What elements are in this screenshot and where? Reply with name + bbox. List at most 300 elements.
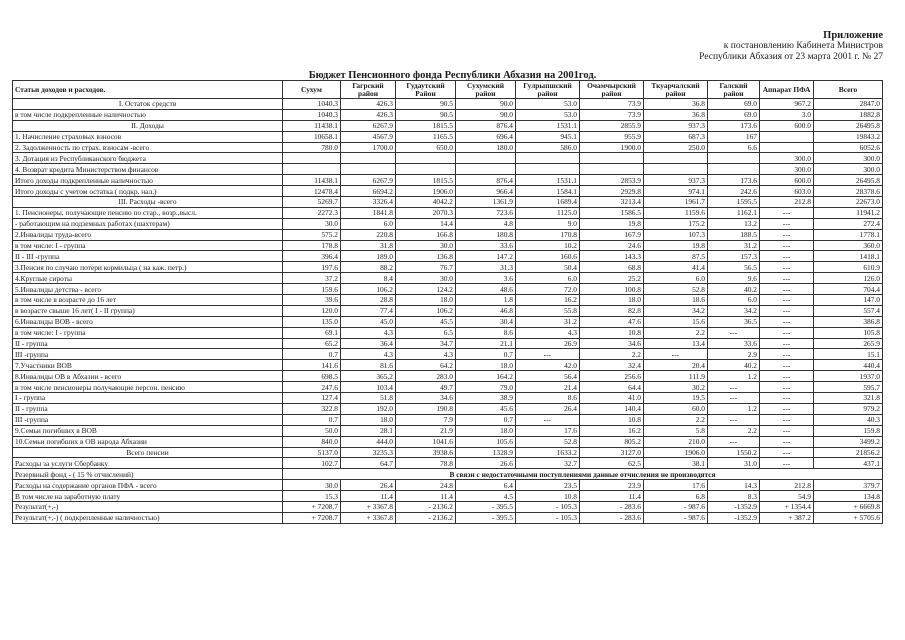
table-cell: 37.2 [283,273,341,284]
table-cell [708,164,760,175]
table-cell: 90.5 [396,109,456,120]
table-cell: 300.0 [760,153,814,164]
table-cell: 45.0 [341,316,396,327]
table-cell: 36.5 [708,316,760,327]
table-cell: 79.0 [456,382,516,393]
table-cell: 603.0 [760,186,814,197]
table-cell: 11438.1 [283,175,341,186]
table-cell: 300.0 [814,153,883,164]
table-cell: 33.6 [456,240,516,251]
col-header-gagra: Гагрский район [341,81,396,99]
table-cell: 5269.7 [283,197,341,208]
table-cell: 33.6 [708,338,760,349]
table-cell [580,164,644,175]
table-cell: 192.0 [341,403,396,414]
table-cell: 17.6 [516,425,580,436]
table-cell: --- [760,382,814,393]
table-cell: 444.0 [341,436,396,447]
table-cell: 34.6 [396,393,456,404]
table-cell: 26.6 [456,458,516,469]
col-header-sukhum-district: Сухумский район [456,81,516,99]
table-cell: 4.3 [341,349,396,360]
table-row [13,164,883,175]
table-cell: --- [760,284,814,295]
table-cell: --- [708,414,760,425]
table-cell: --- [760,360,814,371]
table-row [13,229,883,240]
col-header-ochamchira: Очамчырский район [580,81,644,99]
table-cell: --- [760,349,814,360]
table-cell: 3213.4 [580,197,644,208]
budget-table [12,80,883,524]
table-cell: 6694.2 [341,186,396,197]
table-cell: 426.3 [341,109,396,120]
row-label: 1. Пенсионеры, получающие пенсию по стар., возр.,высл. [13,207,283,218]
table-cell: 6267.9 [341,175,396,186]
table-cell: 1361.9 [456,197,516,208]
table-cell: 10.8 [580,327,644,338]
table-cell: 967.2 [760,99,814,110]
table-cell: 14.3 [708,480,760,491]
table-cell: 54.9 [760,491,814,502]
table-row [13,197,883,208]
table-cell: 2.2 [580,349,644,360]
table-cell [283,153,341,164]
table-cell: --- [760,403,814,414]
table-cell: 1040.3 [283,99,341,110]
table-cell: 12478.4 [283,186,341,197]
table-cell [760,131,814,142]
table-cell: 50.4 [516,262,580,273]
row-label: в возрасте свыше 16 лет( I - II группа) [13,305,283,316]
table-row [13,273,883,284]
table-row [13,338,883,349]
table-row [13,109,883,120]
table-header-row [13,81,883,99]
table-cell: 4.8 [456,218,516,229]
table-cell: 13.2 [708,218,760,229]
table-cell: --- [760,316,814,327]
table-cell: 5137.0 [283,447,341,458]
table-cell: 45.5 [396,316,456,327]
table-cell: 190.8 [396,403,456,414]
table-cell: 140.4 [580,403,644,414]
row-label: III -группа [13,414,283,425]
table-cell: 1595.5 [708,197,760,208]
table-cell: 7.9 [396,414,456,425]
table-cell: 18.0 [580,295,644,306]
table-cell: 6.6 [708,142,760,153]
table-cell: 696.4 [456,131,516,142]
table-row [13,458,883,469]
row-label: 7.Участники ВОВ [13,360,283,371]
table-cell: 9.0 [516,218,580,229]
table-cell: + 387.2 [760,512,814,523]
table-cell: 167.9 [580,229,644,240]
table-cell: 250.0 [644,142,708,153]
table-row [13,447,883,458]
row-label: в том числе: I - группа [13,327,283,338]
table-cell: --- [760,207,814,218]
table-row [13,153,883,164]
document-header [699,30,883,63]
table-cell: 1.2 [708,371,760,382]
table-cell: 81.6 [341,360,396,371]
table-cell: 64.4 [580,382,644,393]
table-cell: 256.6 [580,371,644,382]
table-cell: 1040.3 [283,109,341,120]
table-cell: 1906.0 [396,186,456,197]
row-label: Итого доходы подкрепленные наличностью [13,175,283,186]
row-label: - работающим на подземных работах (шахтерам) [13,218,283,229]
table-cell: 3326.4 [341,197,396,208]
row-label: II - III -группа [13,251,283,262]
table-cell: 687.3 [644,131,708,142]
table-row [13,327,883,338]
table-cell: 10658.1 [283,131,341,142]
table-cell: 188.5 [708,229,760,240]
table-row [13,414,883,425]
table-cell: 365.2 [341,371,396,382]
row-note: В связи с недостаточными поступлениями данные отчисления не производятся [283,469,883,480]
table-cell: 4567.9 [341,131,396,142]
table-cell: 36.4 [341,338,396,349]
table-cell: - 283.6 [580,512,644,523]
table-cell: --- [760,295,814,306]
table-cell: 23.5 [516,480,580,491]
table-cell: 805.2 [580,436,644,447]
table-cell: --- [760,240,814,251]
table-cell: + 3367.8 [341,501,396,512]
col-header-total: Всего [814,81,883,99]
table-cell: 1041.6 [396,436,456,447]
table-cell: 42.0 [516,360,580,371]
table-cell: 386.8 [814,316,883,327]
table-row [13,142,883,153]
table-cell: 6.4 [456,480,516,491]
table-cell: 17.6 [644,480,708,491]
table-cell: 36.8 [644,99,708,110]
table-cell: 47.6 [580,316,644,327]
row-label: 6.Инвалиды ВОВ - всего [13,316,283,327]
table-row [13,316,883,327]
row-label: 10.Семьи погибших в ОВ народа Абхазии [13,436,283,447]
decree-date-line: Республики Абхазия от 23 марта 2001 г. № 27 [699,52,883,62]
table-cell: 396.4 [283,251,341,262]
table-cell: 2.2 [644,414,708,425]
table-cell: + 7208.7 [283,512,341,523]
table-cell: 41.0 [580,393,644,404]
row-label: В том числе на заработную плату [13,491,283,502]
table-cell: 103.4 [341,382,396,393]
table-cell: 8.3 [708,491,760,502]
table-cell: 1159.6 [644,207,708,218]
table-cell: - 105.3 [516,501,580,512]
table-cell: -1352.9 [708,512,760,523]
table-cell: 34.6 [580,338,644,349]
table-cell: 4.3 [516,327,580,338]
table-cell: 68.8 [580,262,644,273]
table-cell: 20.4 [644,360,708,371]
table-cell: --- [760,458,814,469]
col-header-items: Статьи доходов и расходов. [13,81,283,99]
table-cell: 51.8 [341,393,396,404]
decree-line: к постановлению Кабинета Министров [723,41,883,51]
col-header-gulripsh: Гулрыпшский район [516,81,580,99]
table-cell: 242.6 [708,186,760,197]
table-cell: 19.8 [644,240,708,251]
table-cell: 1165.5 [396,131,456,142]
table-cell: 48.6 [456,284,516,295]
table-row [13,360,883,371]
table-cell [516,153,580,164]
table-cell: 1689.4 [516,197,580,208]
table-cell: 704.4 [814,284,883,295]
table-cell: 698.5 [283,371,341,382]
table-cell: 36.8 [644,109,708,120]
table-cell: 3.6 [456,273,516,284]
table-cell: 2.2 [708,425,760,436]
row-label: II - группа [13,403,283,414]
table-cell [644,153,708,164]
table-cell: 102.7 [283,458,341,469]
table-cell: 45.6 [456,403,516,414]
table-cell: 100.8 [580,284,644,295]
table-cell: 34.2 [644,305,708,316]
table-row [13,425,883,436]
table-cell: 178.8 [283,240,341,251]
table-cell: 19843.2 [814,131,883,142]
row-label: II. Доходы [13,120,283,131]
table-cell: 39.6 [283,295,341,306]
col-header-gal: Галский район [708,81,760,99]
table-cell: 2272.3 [283,207,341,218]
table-cell: 2847.0 [814,99,883,110]
table-cell: 11.4 [396,491,456,502]
table-cell: 15.1 [814,349,883,360]
table-cell: - 2136.2 [396,512,456,523]
table-cell: 111.9 [644,371,708,382]
table-row [13,295,883,306]
row-label: 5.Инвалиды детства - всего [13,284,283,295]
table-cell: 966.4 [456,186,516,197]
table-cell: 8.6 [516,393,580,404]
table-cell: 18.0 [341,414,396,425]
table-cell: --- [760,371,814,382]
table-cell [456,164,516,175]
table-cell: 25.2 [580,273,644,284]
table-cell: 173.6 [708,120,760,131]
table-cell: 15.3 [283,491,341,502]
table-cell: 10.8 [580,414,644,425]
table-cell: 180.8 [456,229,516,240]
table-cell: 40.3 [814,414,883,425]
table-cell: 28.1 [341,425,396,436]
table-cell: 26495.8 [814,120,883,131]
table-cell: 6.0 [341,218,396,229]
table-cell: 6.0 [516,273,580,284]
table-cell: 65.2 [283,338,341,349]
table-cell: 212.8 [760,480,814,491]
table-row [13,436,883,447]
table-cell: 21.9 [396,425,456,436]
table-cell: 1815.5 [396,120,456,131]
table-cell: 6.0 [644,273,708,284]
col-header-apparatus: Аппарат ПФА [760,81,814,99]
row-label: 2. Задолженность по страх. взносам -всего [13,142,283,153]
table-cell: 50.0 [283,425,341,436]
table-cell: 2929.8 [580,186,644,197]
table-cell: 73.9 [580,109,644,120]
table-cell [760,142,814,153]
table-cell: 600.0 [760,120,814,131]
table-cell: --- [708,393,760,404]
table-cell: --- [760,393,814,404]
table-cell: 1550.2 [708,447,760,458]
table-cell: 586.0 [516,142,580,153]
table-cell: 30.0 [283,480,341,491]
table-cell: 1633.2 [516,447,580,458]
table-cell: 28378.6 [814,186,883,197]
table-cell: 69.1 [283,327,341,338]
table-cell: 90.0 [456,99,516,110]
table-cell: - 395.5 [456,512,516,523]
table-cell: 1125.0 [516,207,580,218]
table-row [13,371,883,382]
table-cell: 1531.1 [516,120,580,131]
table-cell: --- [760,273,814,284]
table-cell: 780.0 [283,142,341,153]
table-cell: - 105.3 [516,512,580,523]
table-cell: 32.4 [580,360,644,371]
table-row [13,501,883,512]
table-cell: 31.2 [516,316,580,327]
table-cell: 3.0 [760,109,814,120]
table-row [13,480,883,491]
table-cell: 723.6 [456,207,516,218]
table-cell: 120.0 [283,305,341,316]
table-cell: --- [516,349,580,360]
table-cell: 19.5 [644,393,708,404]
table-cell: 170.8 [516,229,580,240]
table-cell: 34.2 [708,305,760,316]
table-cell: 322.8 [283,403,341,414]
table-cell: 379.7 [814,480,883,491]
table-cell [644,164,708,175]
table-cell: --- [760,251,814,262]
table-cell: 557.4 [814,305,883,316]
table-cell: 876.4 [456,175,516,186]
table-cell: 173.6 [708,175,760,186]
table-cell: 272.4 [814,218,883,229]
table-row [13,349,883,360]
table-cell [396,153,456,164]
row-label: I - группа [13,393,283,404]
table-cell: 4.3 [341,327,396,338]
table-cell: 24.6 [580,240,644,251]
table-cell: 28.8 [341,295,396,306]
table-cell: 30.0 [396,240,456,251]
table-cell: - 2136.2 [396,501,456,512]
table-cell: 24.8 [396,480,456,491]
table-cell: 31.8 [341,240,396,251]
table-cell: 106.2 [341,284,396,295]
table-cell: 105.8 [814,327,883,338]
table-cell: 78.8 [396,458,456,469]
col-header-sukhum: Сухум [283,81,341,99]
table-cell: 600.0 [760,175,814,186]
table-cell: 1841.8 [341,207,396,218]
table-cell: 64.2 [396,360,456,371]
table-cell: 56.5 [708,262,760,273]
table-cell: --- [760,229,814,240]
table-cell: 77.4 [341,305,396,316]
table-cell: 1778.1 [814,229,883,240]
row-label: в том числе подкрепленные наличностью [13,109,283,120]
table-cell: 40.2 [708,360,760,371]
table-cell: 159.8 [814,425,883,436]
table-cell: + 6669.8 [814,501,883,512]
table-cell: 3499.2 [814,436,883,447]
table-cell [516,164,580,175]
table-cell: --- [760,262,814,273]
table-cell: 105.6 [456,436,516,447]
table-row [13,262,883,273]
table-cell: 9.6 [708,273,760,284]
table-cell: 945.1 [516,131,580,142]
table-cell: 6.5 [396,327,456,338]
table-cell: 197.6 [283,262,341,273]
table-cell: 440.4 [814,360,883,371]
row-label: 2.Инвалиды труда-всего [13,229,283,240]
table-cell: 124.2 [396,284,456,295]
table-cell: 14.4 [396,218,456,229]
table-cell: --- [760,447,814,458]
row-label: 4.Круглые сироты [13,273,283,284]
table-cell: --- [644,349,708,360]
table-row [13,240,883,251]
table-cell: 8.4 [341,273,396,284]
table-cell: 21.1 [456,338,516,349]
table-cell: 23.9 [580,480,644,491]
table-row [13,512,883,523]
table-row [13,491,883,502]
table-cell: 0.7 [456,414,516,425]
table-row [13,469,883,480]
table-cell: 1882.8 [814,109,883,120]
table-cell: 22673.0 [814,197,883,208]
table-cell: 1418.1 [814,251,883,262]
table-cell: --- [760,414,814,425]
table-cell: --- [708,327,760,338]
table-cell: 300.0 [760,164,814,175]
table-cell: 437.1 [814,458,883,469]
table-cell: 73.9 [580,99,644,110]
row-label: III -группа [13,349,283,360]
table-row [13,99,883,110]
table-cell: 10.8 [516,491,580,502]
table-cell: 38.1 [644,458,708,469]
table-cell: 18.0 [456,360,516,371]
table-cell: 1.8 [456,295,516,306]
table-cell: 0.7 [456,349,516,360]
table-cell: 72.0 [516,284,580,295]
table-row [13,393,883,404]
table-cell: 88.2 [341,262,396,273]
col-header-gudauta: Гудаутский Район [396,81,456,99]
table-cell: 34.7 [396,338,456,349]
table-cell: 134.8 [814,491,883,502]
